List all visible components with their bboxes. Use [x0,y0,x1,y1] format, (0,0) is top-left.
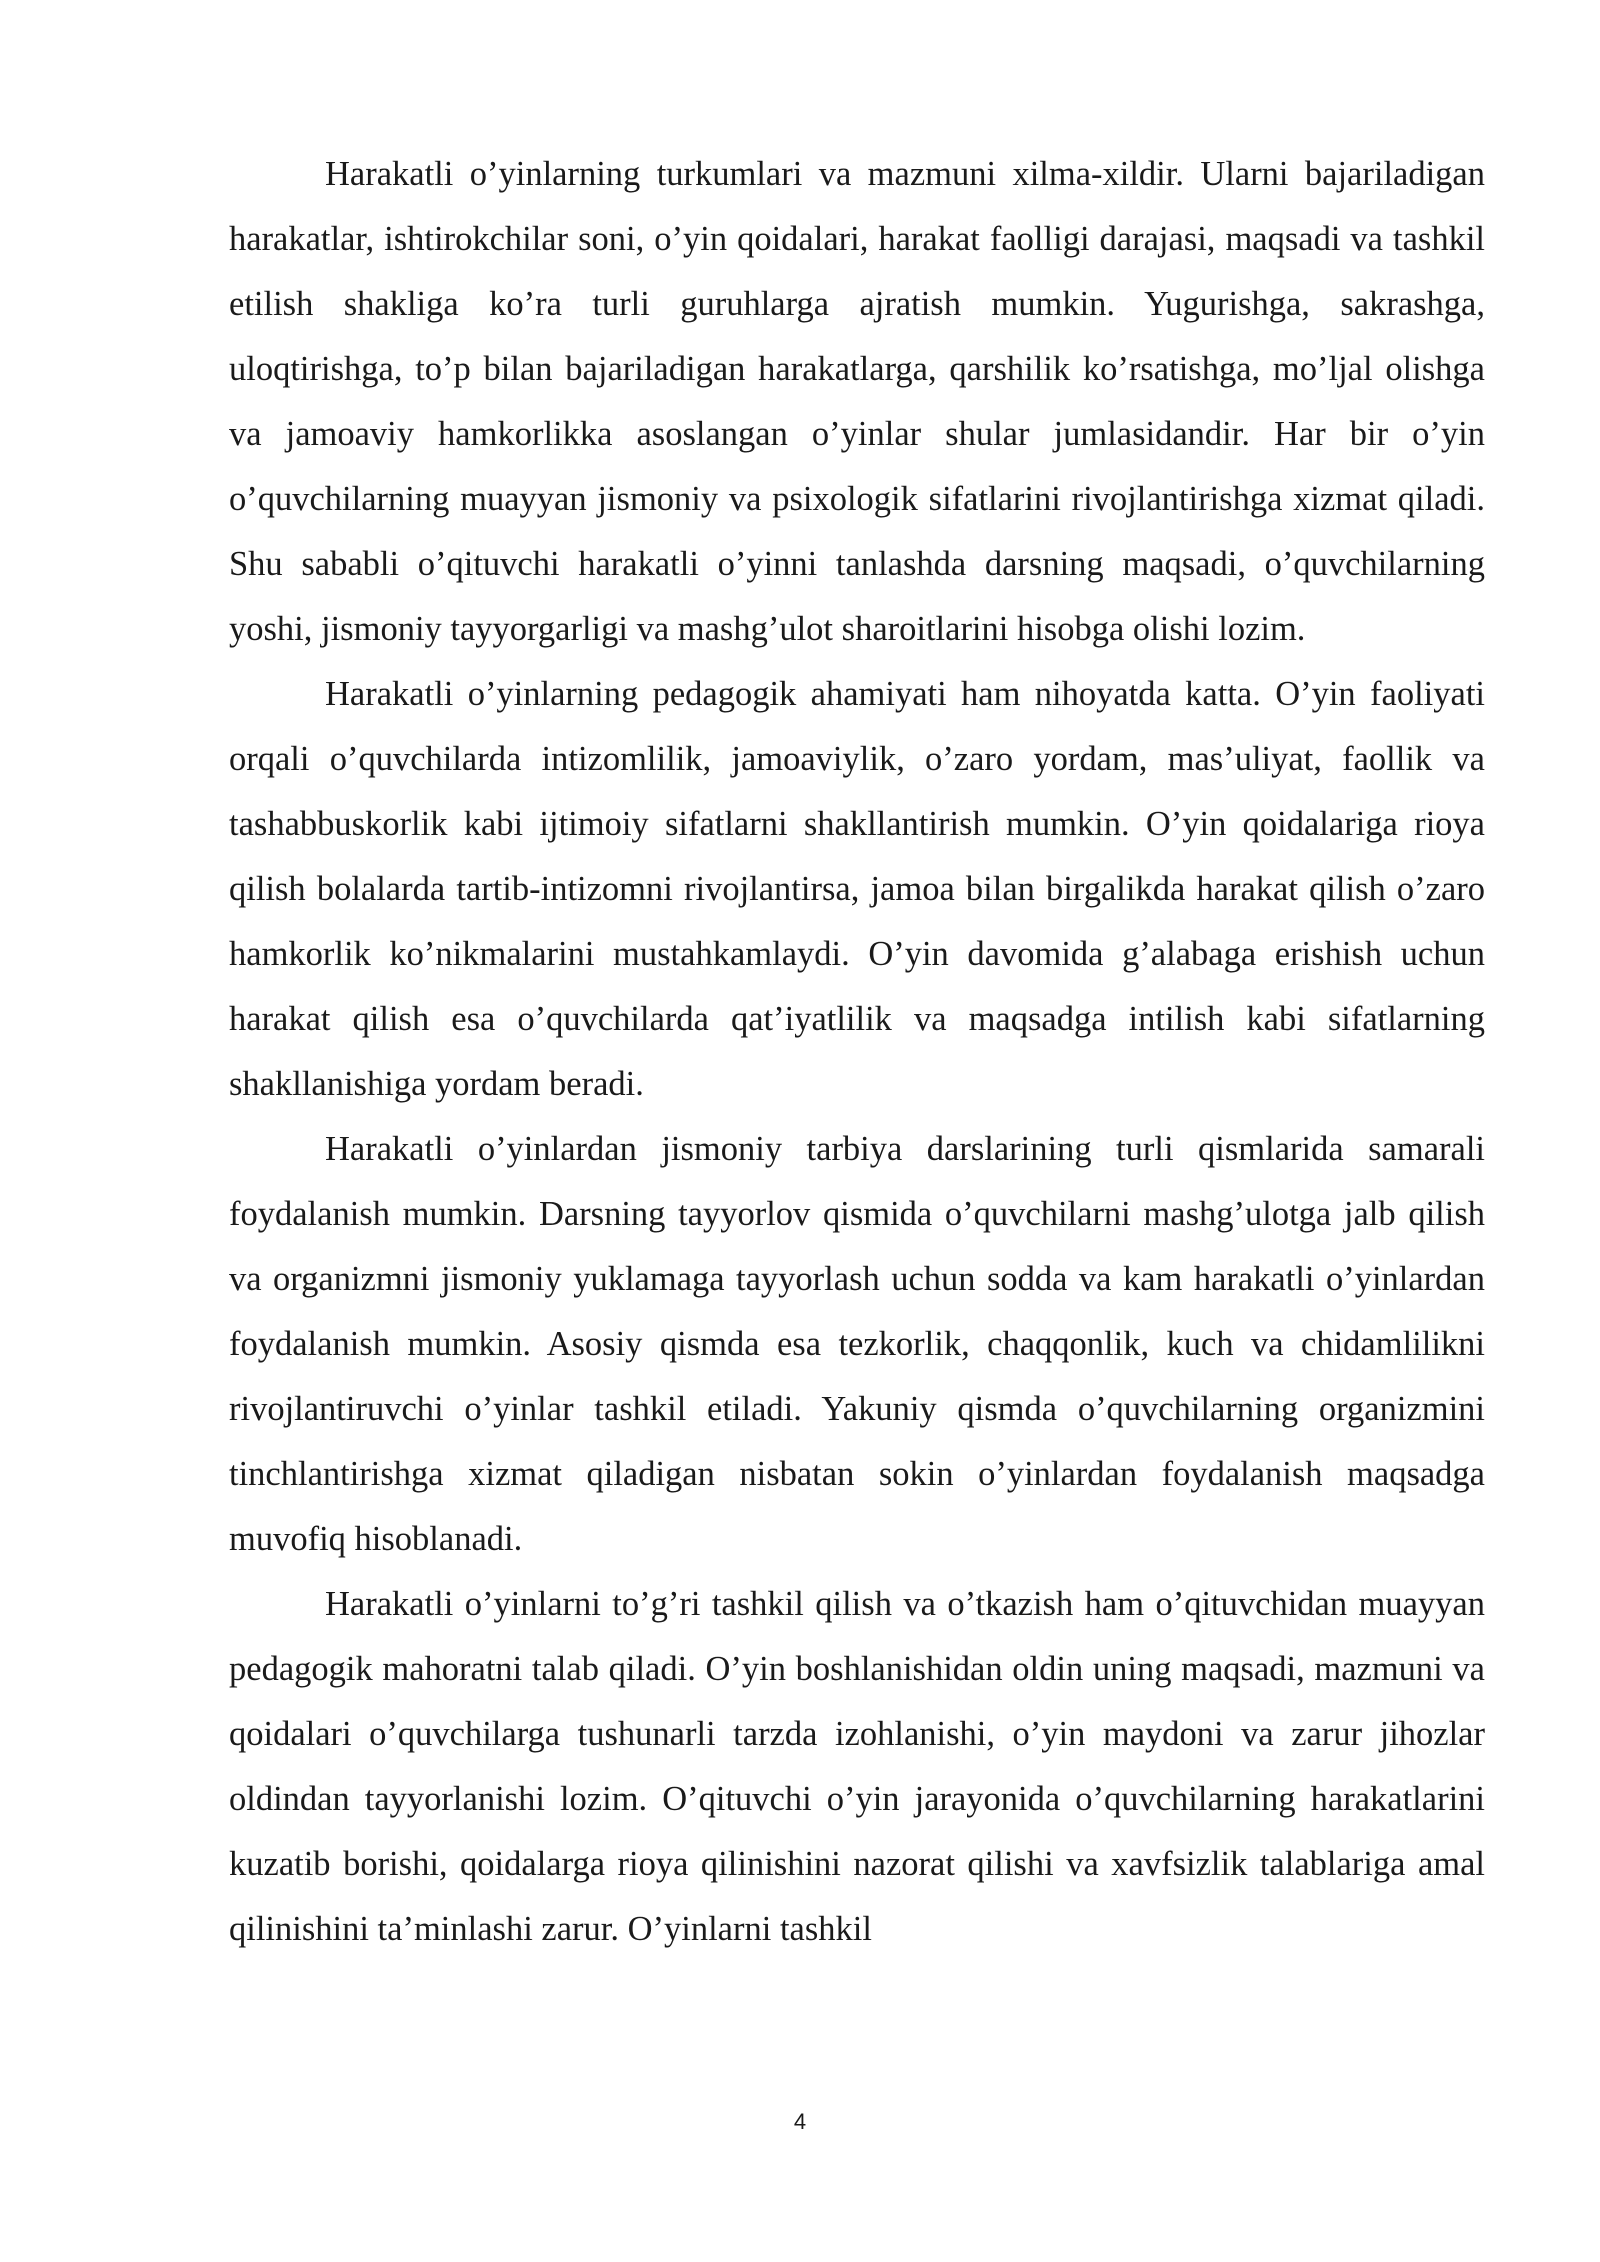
body-text [229,142,1485,1962]
paragraph-3: Harakatli o’yinlardan jismoniy tarbiya darslarining turli qismlarida samarali foydalanish mumkin. Darsning tayyorlov qismida o’quvchilarni mashg’ulotga jalb qilish va organizmni jismoniy yuklamaga tayyorlash uchun sodda va kam harakatli o’yinlardan foydalanish mumkin. Asosiy qismda esa tezkorlik, chaqqonlik, kuch va chidamlilikni rivojlantiruvchi o’yinlar tashkil etiladi. Yakuniy qismda o’quvchilarning organizmini tinchlantirishga xizmat qiladigan nisbatan sokin o’yinlardan foydalanish maqsadga muvofiq hisoblanadi. [229,1130,1485,1558]
paragraph-4: Harakatli o’yinlarni to’g’ri tashkil qilish va o’tkazish ham o’qituvchidan muayyan pedagogik mahoratni talab qiladi. O’yin boshlanishidan oldin uning maqsadi, mazmuni va qoidalari o’quvchilarga tushunarli tarzda izohlanishi, o’yin maydoni va zarur jihozlar oldindan tayyorlanishi lozim. O’qituvchi o’yin jarayonida o’quvchilarning harakatlarini kuzatib borishi, qoidalarga rioya qilinishini nazorat qilishi va xavfsizlik talablariga amal qilinishini ta’minlashi zarur. O’yinlarni tashkil [229,1585,1485,1948]
paragraph-2: Harakatli o’yinlarning pedagogik ahamiyati ham nihoyatda katta. O’yin faoliyati orqali o’quvchilarda intizomlilik, jamoaviylik, o’zaro yordam, mas’uliyat, faollik va tashabbuskorlik kabi ijtimoiy sifatlarni shakllantirish mumkin. O’yin qoidalariga rioya qilish bolalarda tartib-intizomni rivojlantirsa, jamoa bilan birgalikda harakat qilish o’zaro hamkorlik ko’nikmalarini mustahkamlaydi. O’yin davomida g’alabaga erishish uchun harakat qilish esa o’quvchilarda qat’iyatlilik va maqsadga intilish kabi sifatlarning shakllanishiga yordam beradi. [229,675,1485,1103]
page-number: 4 [793,2109,807,2134]
paragraph-1: Harakatli o’yinlarning turkumlari va mazmuni xilma-xildir. Ularni bajariladigan harakatlar, ishtirokchilar soni, o’yin qoidalari, harakat faolligi darajasi, maqsadi va tashkil etilish shakliga ko’ra turli guruhlarga ajratish mumkin. Yugurishga, sakrashga, uloqtirishga, to’p bilan bajariladigan harakatlarga, qarshilik ko’rsatishga, mo’ljal olishga va jamoaviy hamkorlikka asoslangan o’yinlar shular jumlasidandir. Har bir o’yin o’quvchilarning muayyan jismoniy va psixologik sifatlarini rivojlantirishga xizmat qiladi. Shu sababli o’qituvchi harakatli o’yinni tanlashda darsning maqsadi, o’quvchilarning yoshi, jismoniy tayyorgarligi va mashg’ulot sharoitlarini hisobga olishi lozim. [229,155,1485,648]
